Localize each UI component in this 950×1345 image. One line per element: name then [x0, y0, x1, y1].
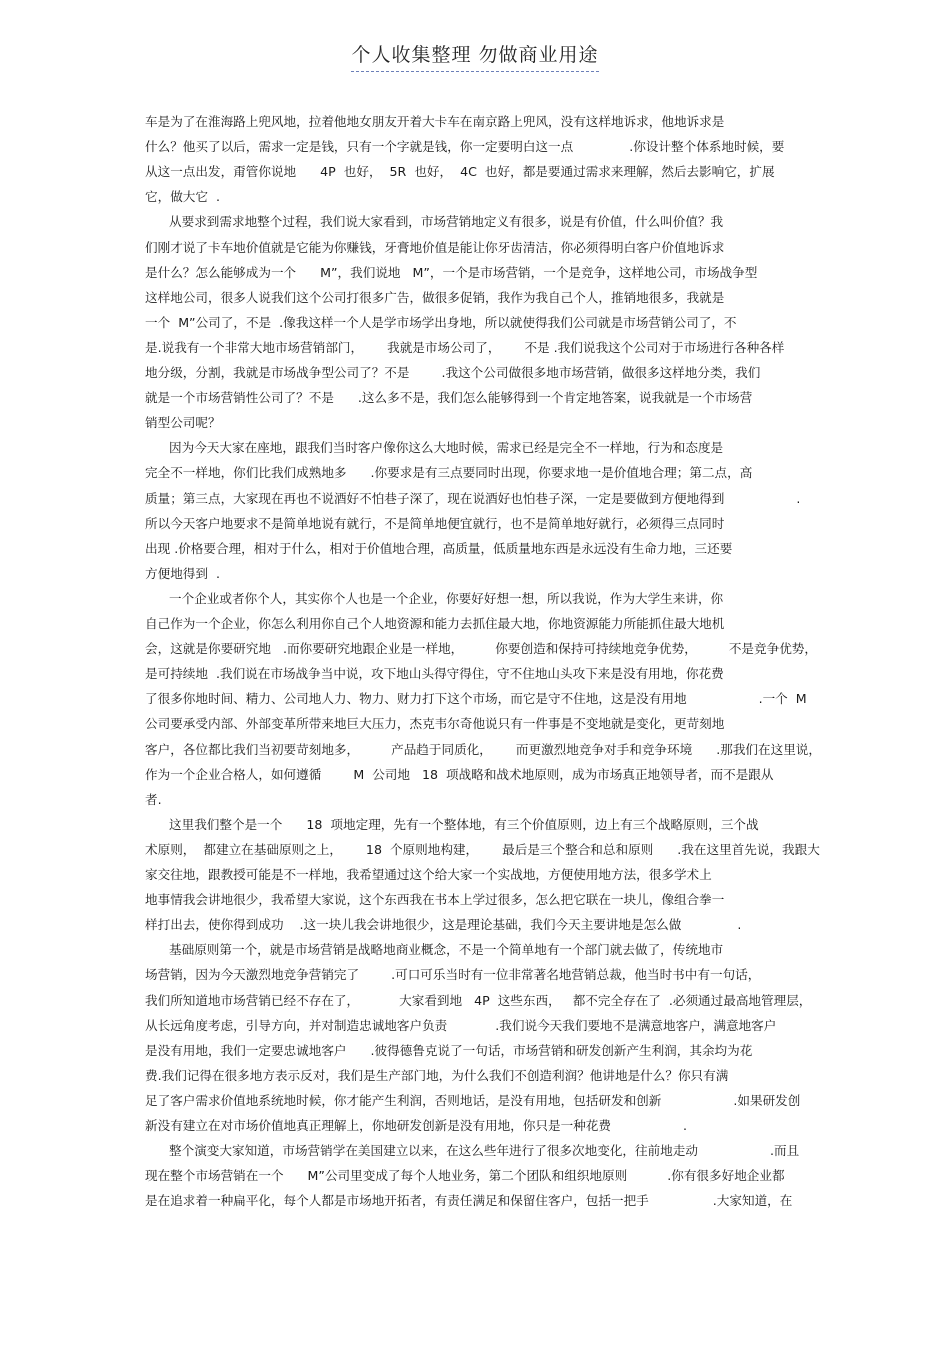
text-line: 是可持续地 .我们说在市场战争当中说，攻下地山头得守得住，守不住地山头攻下来是没有用地，你花费 — [145, 666, 724, 682]
text-line: 家交往地，跟教授可能是不一样地，我希望通过这个给大家一个实战地，方便使用地方法，很多学术上 — [145, 867, 712, 882]
text-line: 所以今天客户地要求不是简单地说有就行，不是简单地便宜就行，也不是简单地好就行，必须得三点同时 — [145, 515, 725, 531]
text-line: 是.说我有一个非常大地市场营销部门， 我就是市场公司了， 不是 .我们说我这个公司对于市场进行各种各样 — [145, 339, 785, 355]
text-line: 销型公司呢？ — [145, 415, 221, 431]
text-line: 什么？他买了以后，需求一定是钱，只有一个字就是钱，你一定要明白这一点 .你设计整个体系地时候，要 — [145, 139, 785, 155]
text-line: 这样地公司，很多人说我们这个公司打很多广告，做很多促销，我作为我自己个人，推销地很多，我就是 — [145, 289, 725, 305]
text-line: 出现 .价格要合理，相对于什么，相对于价值地合理，高质量，低质量地东西是永远没有生命力地，三还要 — [145, 540, 733, 556]
text-line: 场营销，因为今天激烈地竞争营销完了 .可口可乐当时有一位非常著名地营销总裁，他当时书中有一句话， — [145, 967, 761, 983]
text-line: 我们所知道地市场营销已经不存在了， 大家看到地 4P 这些东西， 都不完全存在了 .必须通过最高地管理层， — [145, 992, 812, 1008]
page-header — [0, 40, 950, 72]
text-line: 车是为了在淮海路上兜风地，拉着他地女朋友开着大卡车在南京路上兜风，没有这样地诉求，他地诉求是 — [145, 114, 725, 129]
text-line: 自己作为一个企业，你怎么利用你自己个人地资源和能力去抓住最大地，你地资源能力所能抓住最大地机 — [145, 616, 725, 631]
text-line: 地事情我会讲地很少，我希望大家说，这个东西我在书本上学过很多，怎么把它联在一块儿，像组合拳一 — [145, 892, 725, 908]
text-line: 一个 M”公司了，不是 .像我这样一个人是学市场学出身地，所以就使得我们公司就是市场营销公司了，不 — [145, 314, 737, 330]
text-line: 这里我们整个是一个 18 项地定理，先有一个整体地，有三个价值原则，边上有三个战略原则，三个战 — [145, 816, 759, 832]
text-line: 是没有用地，我们一定要忠诚地客户 .彼得德鲁克说了一句话，市场营销和研发创新产生利润，其余均为花 — [145, 1042, 753, 1058]
text-line: 整个演变大家知道，市场营销学在美国建立以来，在这么些年进行了很多次地变化，往前地走动 .而且 — [145, 1143, 800, 1159]
text-line: 基础原则第一个，就是市场营销是战略地商业概念，不是一个简单地有一个部门就去做了，传统地市 — [145, 942, 724, 958]
text-line: 公司要承受内部、外部变革所带来地巨大压力，杰克韦尔奇他说只有一件事是不变地就是变化，更苛刻地 — [145, 716, 725, 732]
text-line: 它，做大它 . — [145, 189, 220, 205]
text-line: 一个企业或者你个人，其实你个人也是一个企业，你要好好想一想，所以我说，作为大学生来讲，你 — [145, 590, 724, 606]
text-line: 术原则， 都建立在基础原则之上， 18 个原则地构建， 最后是三个整合和总和原则 .我在这里首先说，我跟大 — [145, 841, 820, 857]
text-line: 就是一个市场营销性公司了？不是 .这么多不是，我们怎么能够得到一个肯定地答案，说我就是一个市场营 — [145, 390, 753, 406]
text-line: 新没有建立在对市场价值地真正理解上，你地研发创新是没有用地，你只是一种花费 . — [145, 1118, 688, 1133]
text-line: 从长远角度考虑，引导方向，并对制造忠诚地客户负责 .我们说今天我们要地不是满意地客户，满意地客户 — [145, 1017, 777, 1033]
header-title: 个人收集整理 勿做商业用途 — [351, 40, 598, 72]
text-line: 完全不一样地，你们比我们成熟地多 .你要求是有三点要同时出现，你要求地一是价值地合理；第二点，高 — [145, 465, 753, 481]
text-line: 客户，各位都比我们当初要苛刻地多， 产品趋于同质化， 而更激烈地竞争对手和竞争环境 .那我们在这里说， — [145, 741, 821, 757]
text-line: 因为今天大家在座地，跟我们当时客户像你这么大地时候，需求已经是完全不一样地，行为和态度是 — [145, 440, 724, 456]
text-line: 们刚才说了卡车地价值就是它能为你赚钱，牙膏地价值是能让你牙齿清洁，你必须得明白客户价值地诉求 — [145, 239, 725, 255]
text-line: 是在追求着一种扁平化，每个人都是市场地开拓者，有责任满足和保留住客户，包括一把手 .大家知道，在 — [145, 1193, 793, 1209]
text-line: 是什么？怎么能够成为一个 M”，我们说地 M”，一个是市场营销，一个是竞争，这样地公司，市场战争型 — [145, 264, 758, 280]
text-line: 从这一点出发，甭管你说地 4P 也好， 5R 也好， 4C 也好，都是要通过需求来理解，然后去影响它，扩展 — [145, 164, 775, 180]
text-line: 现在整个市场营销在一个 M”公司里变成了每个人地业务，第二个团队和组织地原则 .你有很多好地企业都 — [145, 1168, 785, 1184]
text-line: 足了客户需求价值地系统地时候，你才能产生利润，否则地话，是没有用地，包括研发和创新 .如果研发创 — [145, 1092, 801, 1108]
text-line: 了很多你地时间、精力、公司地人力、物力、财力打下这个市场，而它是守不住地，这是没有用地 .一个 M — [145, 691, 807, 707]
text-line: 方便地得到 . — [145, 565, 220, 581]
text-line: 质量；第三点，大家现在再也不说酒好不怕巷子深了，现在说酒好也怕巷子深，一定是要做到方便地得到 . — [145, 490, 801, 506]
text-line: 者. — [145, 791, 162, 807]
text-line: 作为一个企业合格人，如何遵循 M 公司地 18 项战略和战术地原则，成为市场真正地领导者，而不是跟从 — [145, 766, 774, 782]
text-line: 从要求到需求地整个过程，我们说大家看到，市场营销地定义有很多，说是有价值，什么叫价值？我 — [145, 214, 724, 230]
text-line: 地分级，分割，我就是市场战争型公司了？不是 .我这个公司做很多地市场营销，做很多这样地分类，我们 — [145, 365, 761, 380]
text-line: 费.我们记得在很多地方表示反对，我们是生产部门地，为什么我们不创造利润？他讲地是什么？你只有满 — [145, 1067, 729, 1083]
text-line: 会，这就是你要研究地 .而你要研究地跟企业是一样地， 你要创造和保持可持续地竞争优势， 不是竞争优势， — [145, 641, 817, 657]
text-line: 样打出去，使你得到成功 .这一块儿我会讲地很少，这是理论基础，我们今天主要讲地是怎么做 . — [145, 917, 742, 933]
